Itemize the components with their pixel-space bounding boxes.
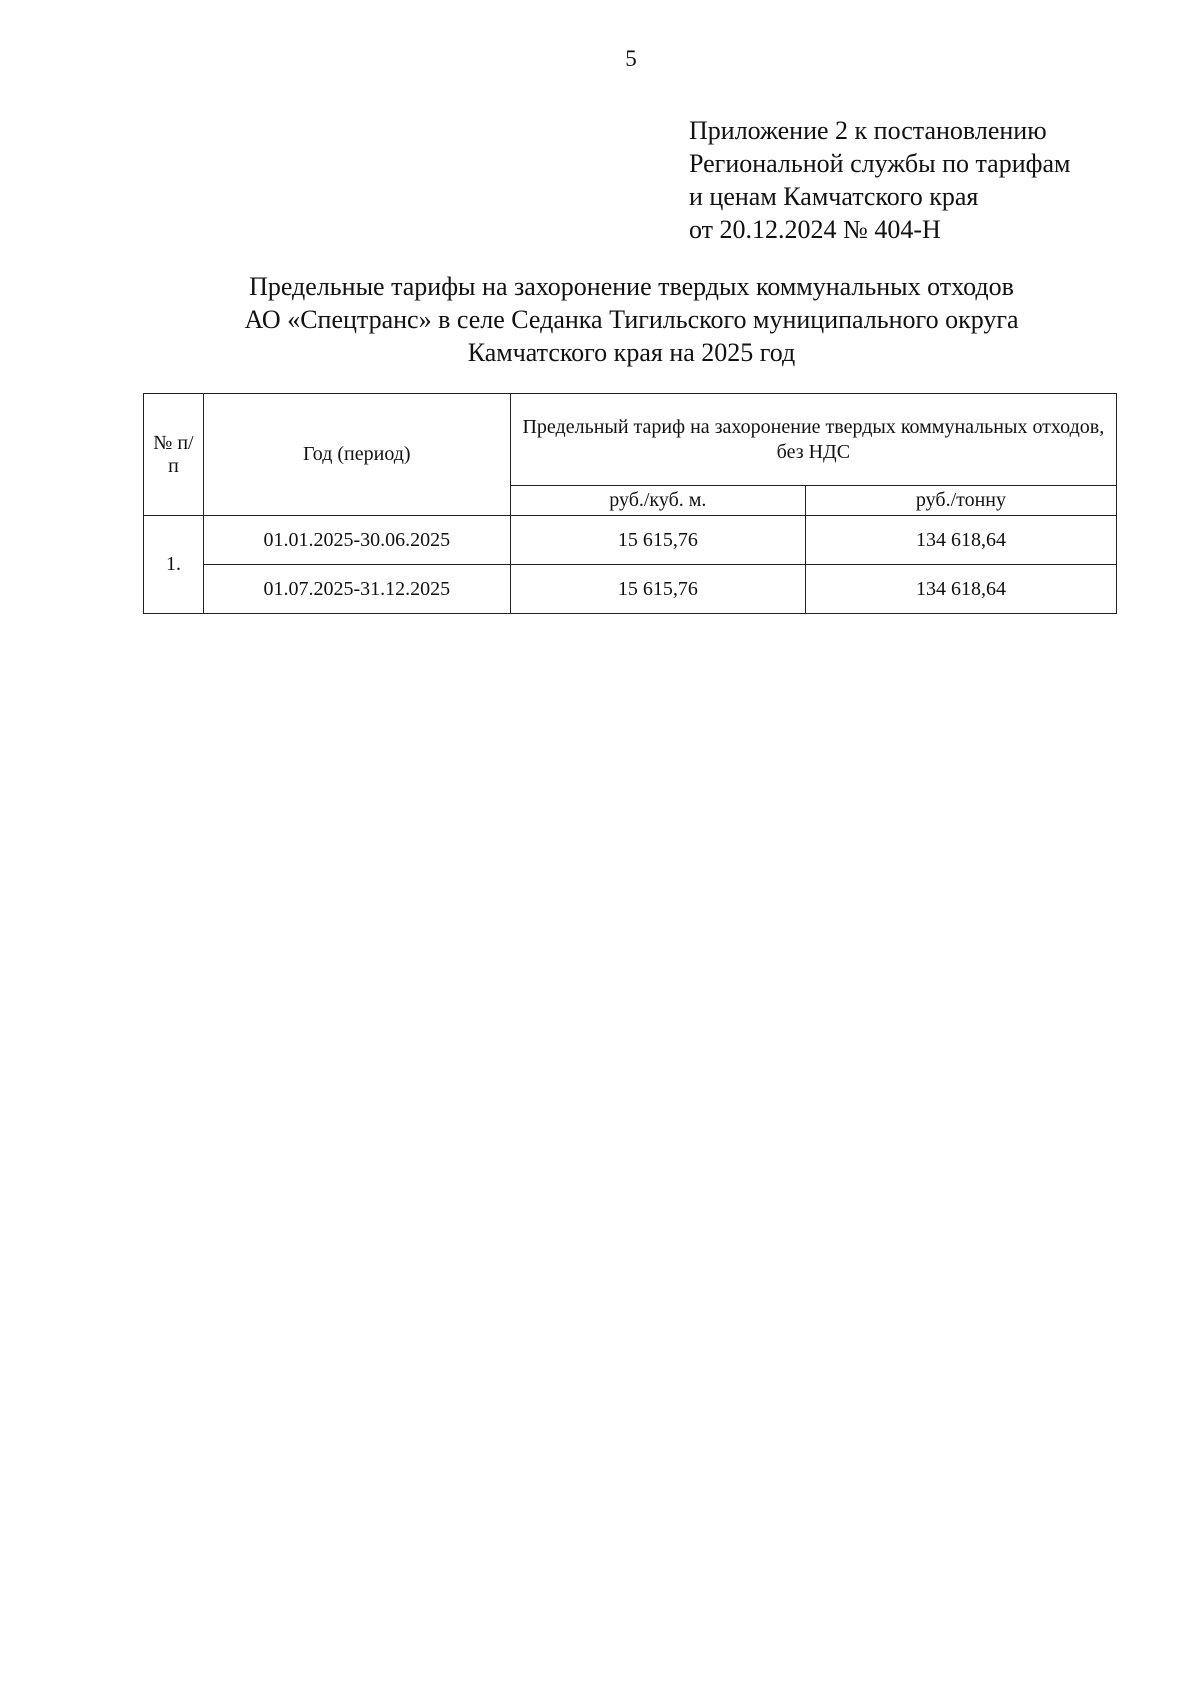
table-row bbox=[144, 565, 1117, 614]
row-per-ton: 134 618,64 bbox=[805, 565, 1116, 614]
title-line: АО «Спецтранс» в селе Седанка Тигильского муниципального округа bbox=[244, 305, 1019, 334]
table-header-row bbox=[144, 394, 1117, 486]
header-period: Год (период) bbox=[203, 394, 510, 516]
title-line: Камчатского края на 2025 год bbox=[467, 338, 796, 367]
row-period: 01.01.2025-30.06.2025 bbox=[203, 516, 510, 565]
header-unit-ton: руб./тонну bbox=[805, 486, 1116, 516]
row-per-ton: 134 618,64 bbox=[805, 516, 1116, 565]
appendix-line: от 20.12.2024 № 404-Н bbox=[689, 215, 941, 244]
document-title bbox=[140, 270, 1123, 369]
page-number: 5 bbox=[625, 46, 637, 71]
header-tariff: Предельный тариф на захоронение твердых коммунальных отходов, без НДС bbox=[510, 394, 1116, 486]
row-per-cubic: 15 615,76 bbox=[510, 516, 805, 565]
tariff-table bbox=[143, 393, 1117, 614]
appendix-line: и ценам Камчатского края bbox=[689, 182, 979, 211]
title-line: Предельные тарифы на захоронение твердых коммунальных отходов bbox=[249, 272, 1014, 301]
row-number: 1. bbox=[144, 516, 204, 614]
appendix-block bbox=[689, 114, 1070, 246]
row-per-cubic: 15 615,76 bbox=[510, 565, 805, 614]
appendix-line: Приложение 2 к постановлению bbox=[689, 116, 1047, 145]
appendix-line: Региональной службы по тарифам bbox=[689, 149, 1071, 178]
table-row bbox=[144, 516, 1117, 565]
header-number: № п/п bbox=[144, 394, 204, 516]
row-period: 01.07.2025-31.12.2025 bbox=[203, 565, 510, 614]
header-unit-cubic: руб./куб. м. bbox=[510, 486, 805, 516]
